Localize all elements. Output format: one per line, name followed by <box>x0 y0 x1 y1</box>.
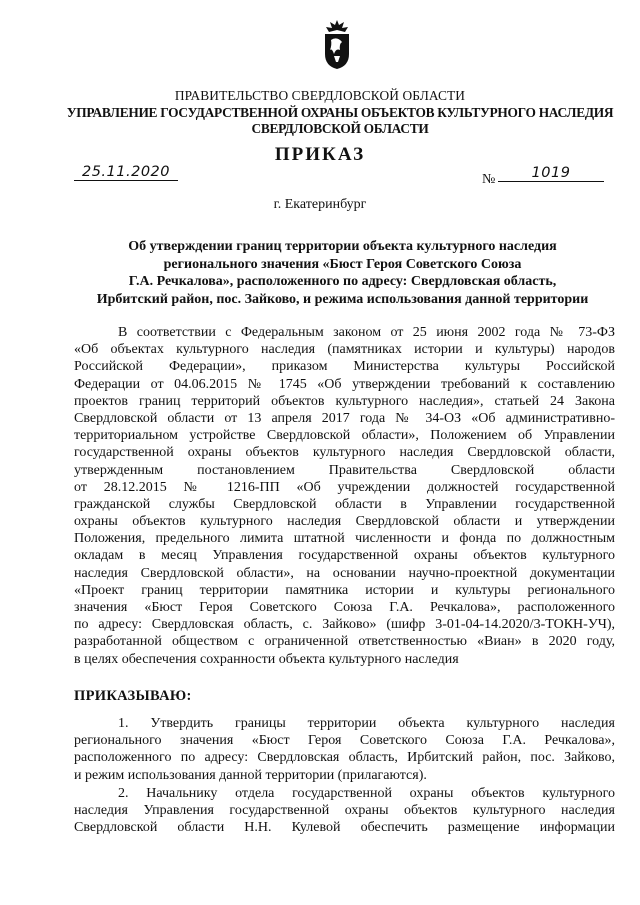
preamble-line: наследия Свердловской области», на основании научно-проектной документации <box>74 565 615 581</box>
preamble-line: государственной охраны объектов культурного наследия Свердловской области, <box>74 445 615 461</box>
item-line: 1. Утвердить границы территории объекта культурного наследия <box>118 716 615 731</box>
item-line: наследия Управления государственной охраны объектов культурного наследия <box>74 803 615 819</box>
item-line: регионального значения «Бюст Героя Советского Союза Г.А. Речкалова», <box>74 733 615 749</box>
order-item-2 <box>74 785 615 837</box>
city-line: г. Екатеринбург <box>273 197 367 212</box>
preamble-line: Свердловской области от 13 апреля 2017 года № 34-ОЗ «Об административно- <box>74 410 615 426</box>
subject-line: Ирбитский район, пос. Зайково, и режима использования данной территории <box>96 291 589 307</box>
order-number-label: № <box>482 172 496 187</box>
preamble-paragraph <box>74 324 615 668</box>
item-line: Свердловской области Н.Н. Кулевой обеспечить размещение информации <box>74 820 615 836</box>
subject-line: Об утверждении границ территории объекта культурного наследия <box>128 239 557 254</box>
government-heading: ПРАВИТЕЛЬСТВО СВЕРДЛОВСКОЙ ОБЛАСТИ <box>174 88 466 103</box>
order-item-1 <box>74 715 615 784</box>
preamble-line: «Проект границ территории памятника истории и культуры регионального <box>74 582 615 598</box>
preamble-line: В соответствии с Федеральным законом от 25 июня 2002 года № 73-ФЗ <box>118 325 615 340</box>
subject-line: Г.А. Речкалова», расположенного по адресу: Свердловская область, <box>128 274 557 289</box>
preamble-line: охраны объектов культурного наследия Свердловской области и утверждении <box>74 514 615 530</box>
preamble-line: гражданской службы Свердловской области в Управлении государственной <box>74 496 615 512</box>
preamble-line: утвержденным постановлением Правительства Свердловской области <box>74 462 615 478</box>
preamble-line: разработанной обществом с ограниченной ответственностью «Виан» в 2020 году, <box>74 634 615 650</box>
preamble-line: окладам в месяц Управления государственной охраны объектов культурного <box>74 548 615 564</box>
department-heading <box>60 105 620 137</box>
document-type-title: ПРИКАЗ <box>274 144 366 165</box>
preamble-line: Федерации от 04.06.2015 № 1745 «Об утверждении требований к составлению <box>74 376 615 392</box>
department-line-1: УПРАВЛЕНИЕ ГОСУДАРСТВЕННОЙ ОХРАНЫ ОБЪЕКТОВ КУЛЬТУРНОГО НАСЛЕДИЯ <box>66 105 614 120</box>
preamble-line: «Об объектах культурного наследия (памятниках истории и культуры) народов <box>74 342 615 358</box>
decree-heading: ПРИКАЗЫВАЮ: <box>74 688 192 704</box>
preamble-line: от 28.12.2015 № 1216-ПП «Об учреждении должностей государственной <box>74 479 615 495</box>
preamble-line: территориальном устройстве Свердловской области», Положением об Управлении <box>74 428 615 444</box>
item-line: и режим использования данной территории (прилагаются). <box>74 767 427 783</box>
sverdlovsk-coat-of-arms-icon <box>322 18 352 70</box>
order-number: 1019 <box>498 165 604 182</box>
department-line-2: СВЕРДЛОВСКОЙ ОБЛАСТИ <box>251 121 429 136</box>
preamble-line: значения «Бюст Героя Советского Союза Г.А. Речкалова», расположенного <box>74 600 615 615</box>
preamble-line: по адресу: Свердловская область, с. Зайково» (шифр 3-01-04-14.2020/3-ТОКН-УЧ), <box>74 617 615 633</box>
order-subject <box>70 238 615 308</box>
preamble-line: проектов границ территорий объектов культурного наследия», статьей 24 Закона <box>74 393 615 409</box>
preamble-line: в целях обеспечения сохранности объекта культурного наследия <box>74 651 459 667</box>
preamble-line: Российской Федерации», приказом Министерства культуры Российской <box>74 359 615 375</box>
preamble-line: Положения, предельного лимита штатной численности и фонда по должностным <box>74 531 615 547</box>
item-line: расположенного по адресу: Свердловская область, Ирбитский район, пос. Зайково, <box>74 750 615 766</box>
order-date: 25.11.2020 <box>74 164 178 181</box>
subject-line: регионального значения «Бюст Героя Советского Союза <box>163 256 522 272</box>
item-line: 2. Начальнику отдела государственной охраны объектов культурного <box>118 786 615 801</box>
